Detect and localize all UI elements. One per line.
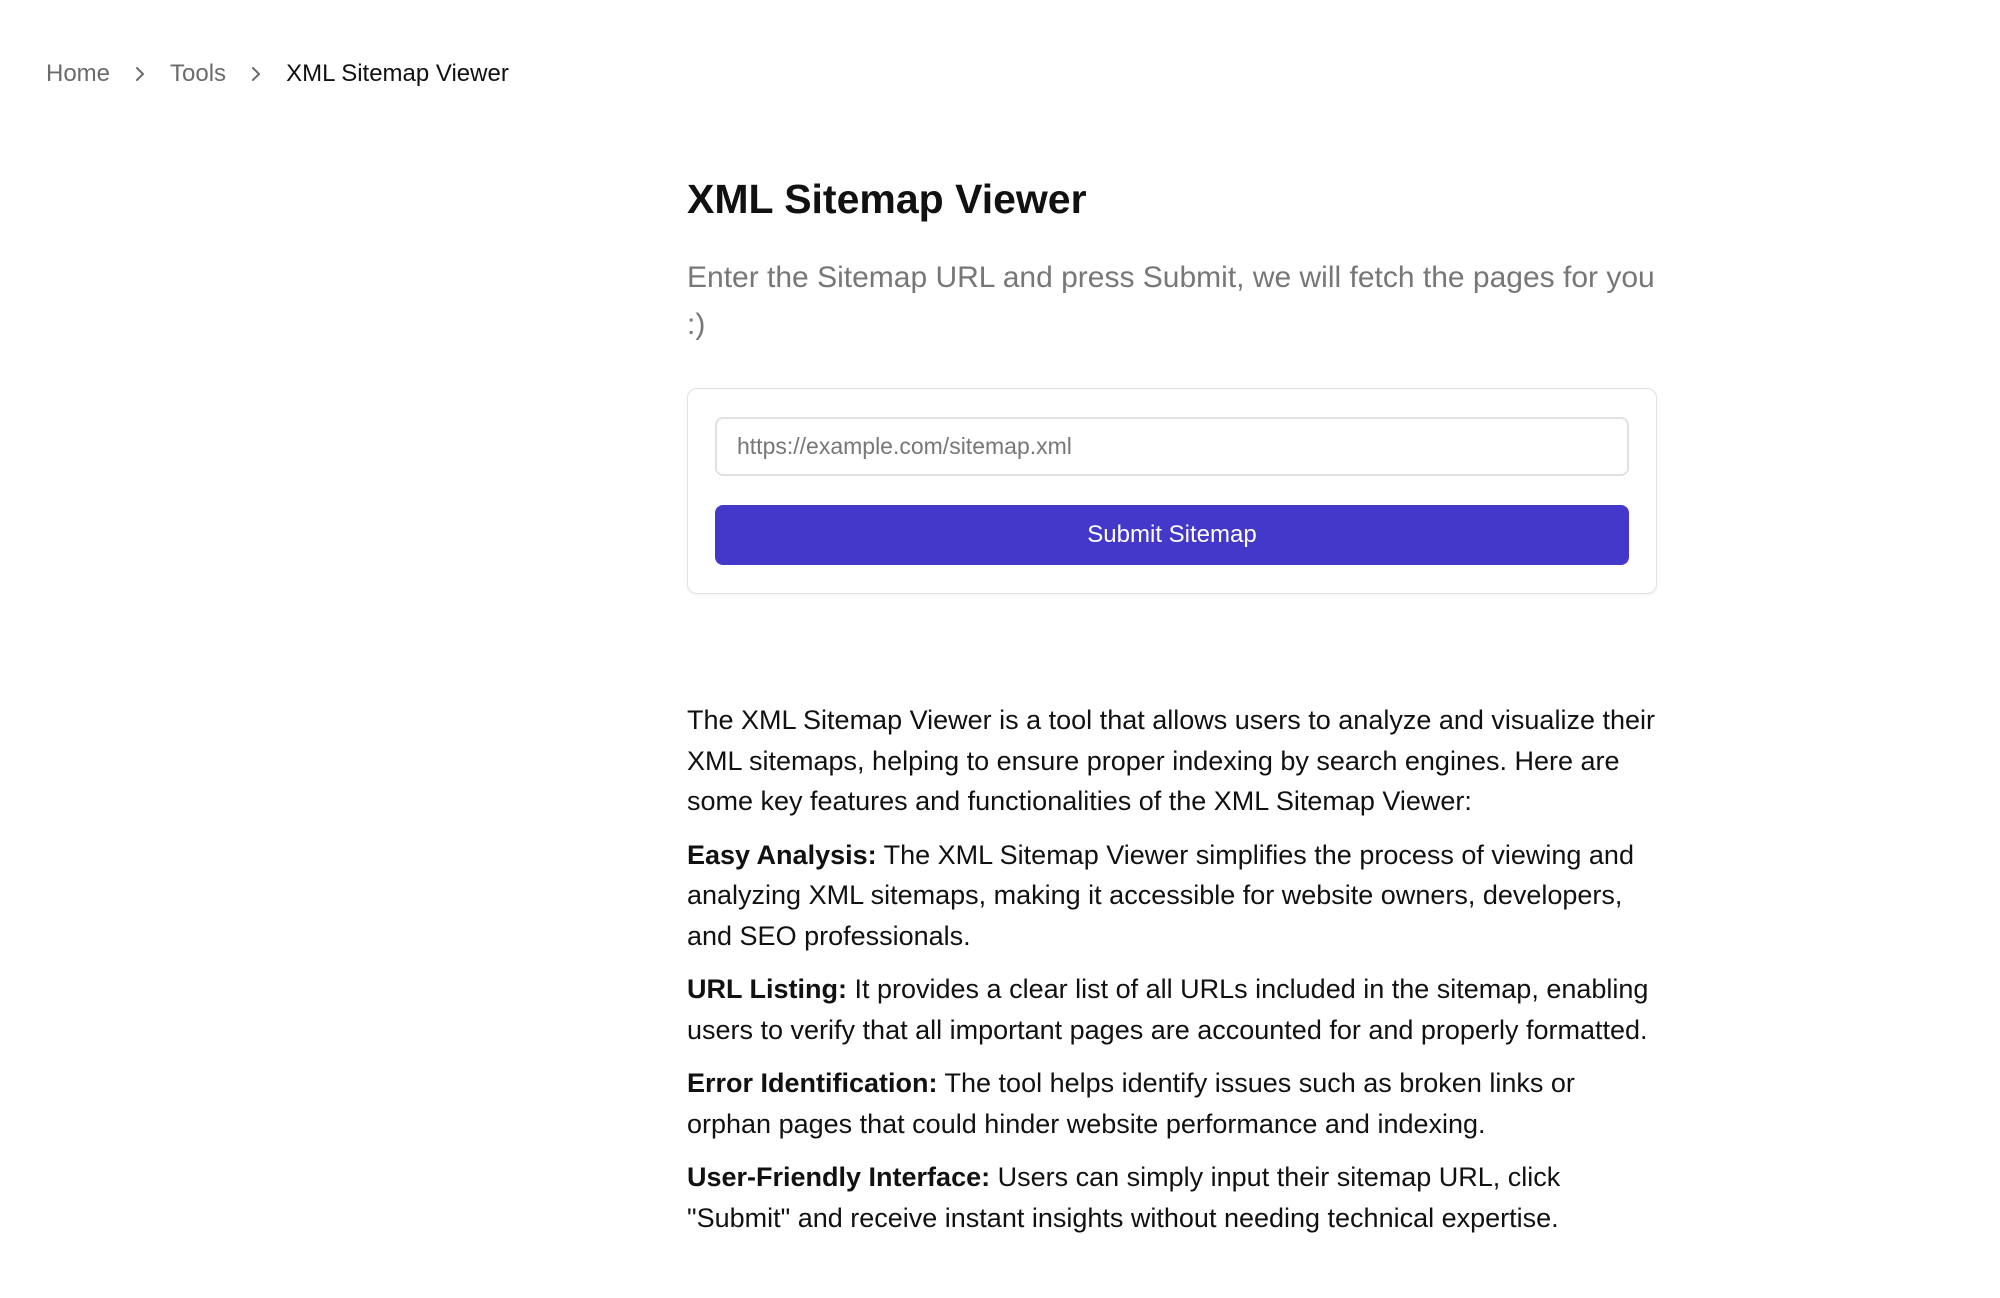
feature-title: Error Identification:: [687, 1068, 938, 1098]
sitemap-url-input[interactable]: [715, 417, 1629, 476]
description-section: [687, 700, 1657, 1251]
page-subtitle: Enter the Sitemap URL and press Submit, we will fetch the pages for you :): [687, 261, 1655, 341]
feature-title: Easy Analysis:: [687, 839, 877, 870]
breadcrumb-home-link[interactable]: Home: [46, 60, 111, 87]
chevron-right-icon: [226, 56, 286, 92]
feature-text: It provides a clear list of all URLs included in the sitemap, enabling users to verify that all important pages are accounted for and properly formatted.: [687, 974, 1649, 1045]
breadcrumb-tools-link[interactable]: Tools: [170, 60, 227, 87]
feature-text: The tool helps identify issues such as broken links or orphan pages that could hinder website performance and indexing.: [687, 1068, 1575, 1139]
feature-text: The XML Sitemap Viewer simplifies the process of viewing and analyzing XML sitemaps, making it accessible for website owners, developers, and SEO professionals.: [687, 839, 1634, 951]
feature-title: URL Listing:: [687, 974, 847, 1004]
submit-sitemap-button[interactable]: Submit Sitemap: [715, 505, 1629, 565]
breadcrumb-current: XML Sitemap Viewer: [286, 60, 509, 87]
feature-paragraph: [687, 1157, 1657, 1238]
intro-paragraph: The XML Sitemap Viewer is a tool that allows users to analyze and visualize their XML sitemaps, helping to ensure proper indexing by search engines. Here are some key features and functionalities of the XML Sitemap Viewer:: [687, 705, 1655, 816]
page-title: XML Sitemap Viewer: [687, 176, 1087, 222]
breadcrumb: [46, 56, 509, 92]
feature-text: Users can simply input their sitemap URL, click "Submit" and receive instant insights without needing technical expertise.: [687, 1162, 1561, 1233]
sitemap-form-card: [687, 388, 1657, 594]
feature-title: User-Friendly Interface:: [687, 1162, 991, 1192]
feature-paragraph: [687, 969, 1657, 1050]
chevron-right-icon: [110, 56, 170, 92]
feature-paragraph: [687, 1063, 1657, 1144]
feature-paragraph: [687, 835, 1657, 957]
